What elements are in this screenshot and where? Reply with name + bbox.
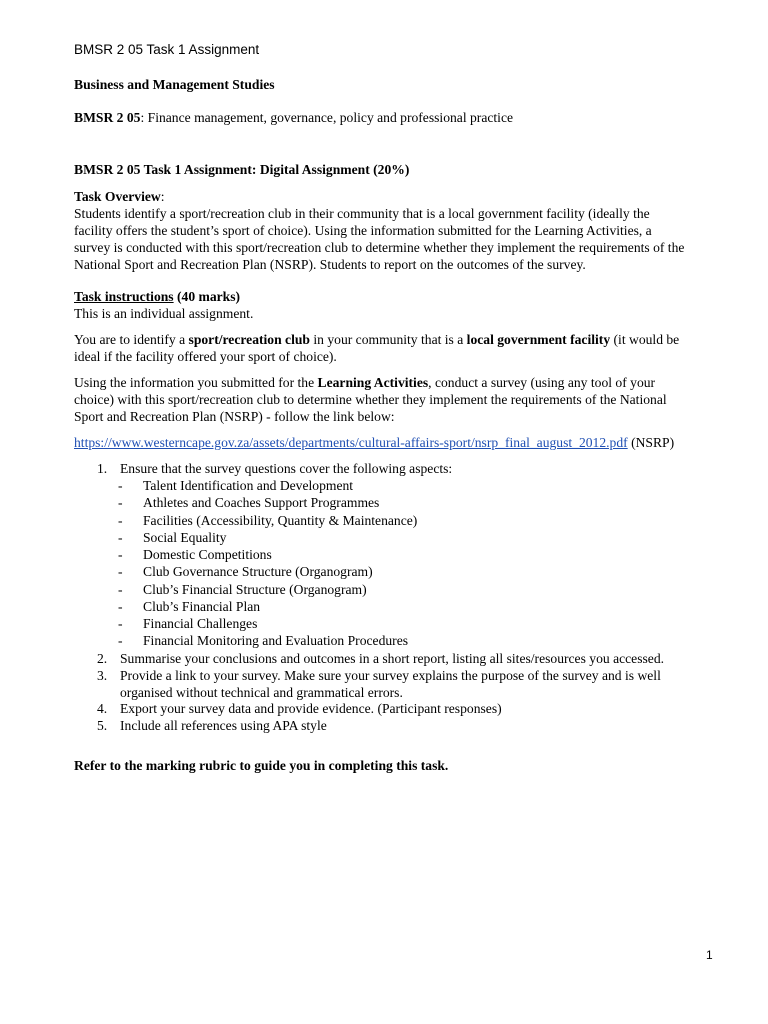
link-suffix: (NSRP)	[627, 435, 675, 450]
list-number: 3.	[97, 668, 108, 683]
list-number: 2.	[97, 651, 108, 666]
paragraph-identify-line2: ideal if the facility offered your sport of choice).	[74, 349, 337, 364]
list-item: Ensure that the survey questions cover the following aspects:	[120, 461, 453, 476]
list-number: 4.	[97, 701, 108, 716]
paragraph-identify: You are to identify a sport/recreation club in your community that is a local government facility (it would be	[74, 332, 680, 347]
dash-bullet: -	[118, 616, 123, 631]
nsrp-link-line	[74, 434, 674, 451]
page-number: 1	[706, 948, 713, 962]
overview-heading-line: Task Overview:	[74, 189, 165, 204]
paragraph-survey: Using the information you submitted for the Learning Activities, conduct a survey (using any tool of your	[74, 375, 656, 390]
paragraph-survey-line2: choice) with this sport/recreation club to determine whether they implement the requirements of the National	[74, 392, 667, 407]
list-item: Export your survey data and provide evidence. (Participant responses)	[120, 701, 502, 716]
overview-heading: Task Overview	[74, 189, 161, 204]
module-description: : Finance management, governance, policy and professional practice	[140, 110, 514, 125]
aspect-item: Domestic Competitions	[143, 547, 272, 562]
field-heading: Business and Management Studies	[74, 77, 275, 92]
dash-bullet: -	[118, 495, 123, 510]
nsrp-link[interactable]: https://www.westerncape.gov.za/assets/departments/cultural-affairs-sport/nsrp_final_august_2012.pdf	[74, 435, 628, 450]
closing-note: Refer to the marking rubric to guide you in completing this task.	[74, 758, 449, 773]
aspect-item: Club Governance Structure (Organogram)	[143, 564, 373, 579]
list-item-continuation: organised without technical and grammatical errors.	[120, 685, 403, 700]
dash-bullet: -	[118, 478, 123, 493]
instructions-heading: Task instructions	[74, 289, 174, 304]
dash-bullet: -	[118, 513, 123, 528]
overview-line: survey is conducted with this sport/recreation club to determine whether they implement the requirements of the	[74, 240, 685, 255]
instructions-heading-line	[74, 288, 240, 305]
aspect-item: Social Equality	[143, 530, 227, 545]
list-number: 1.	[97, 461, 108, 476]
dash-bullet: -	[118, 599, 123, 614]
aspect-item: Club’s Financial Plan	[143, 599, 261, 614]
aspect-item: Club’s Financial Structure (Organogram)	[143, 582, 367, 597]
dash-bullet: -	[118, 547, 123, 562]
dash-bullet: -	[118, 530, 123, 545]
overview-line: facility offers the student’s sport of choice). Using the information submitted for the Learning Activities, a	[74, 223, 652, 238]
running-header: BMSR 2 05 Task 1 Assignment	[74, 42, 260, 57]
aspect-item: Facilities (Accessibility, Quantity & Maintenance)	[143, 513, 418, 528]
list-item: Provide a link to your survey. Make sure your survey explains the purpose of the survey and is well	[120, 668, 661, 683]
module-code: BMSR 2 05	[74, 110, 141, 125]
module-line	[74, 109, 513, 126]
dash-bullet: -	[118, 564, 123, 579]
instructions-marks: (40 marks)	[173, 289, 241, 304]
paragraph-survey-line3: Sport and Recreation Plan (NSRP) - follow the link below:	[74, 409, 395, 424]
list-item: Summarise your conclusions and outcomes in a short report, listing all sites/resources you accessed.	[120, 651, 665, 666]
individual-note: This is an individual assignment.	[74, 306, 254, 321]
aspect-item: Athletes and Coaches Support Programmes	[143, 495, 380, 510]
assignment-title: BMSR 2 05 Task 1 Assignment: Digital Assignment (20%)	[74, 162, 410, 177]
list-item: Include all references using APA style	[120, 718, 327, 733]
dash-bullet: -	[118, 582, 123, 597]
overview-line: Students identify a sport/recreation club in their community that is a local government facility (ideally the	[74, 206, 650, 221]
overview-line: National Sport and Recreation Plan (NSRP). Students to report on the outcomes of the survey.	[74, 257, 586, 272]
aspect-item: Financial Challenges	[143, 616, 258, 631]
aspect-item: Talent Identification and Development	[143, 478, 354, 493]
dash-bullet: -	[118, 633, 123, 648]
aspect-item: Financial Monitoring and Evaluation Procedures	[143, 633, 409, 648]
list-number: 5.	[97, 718, 108, 733]
